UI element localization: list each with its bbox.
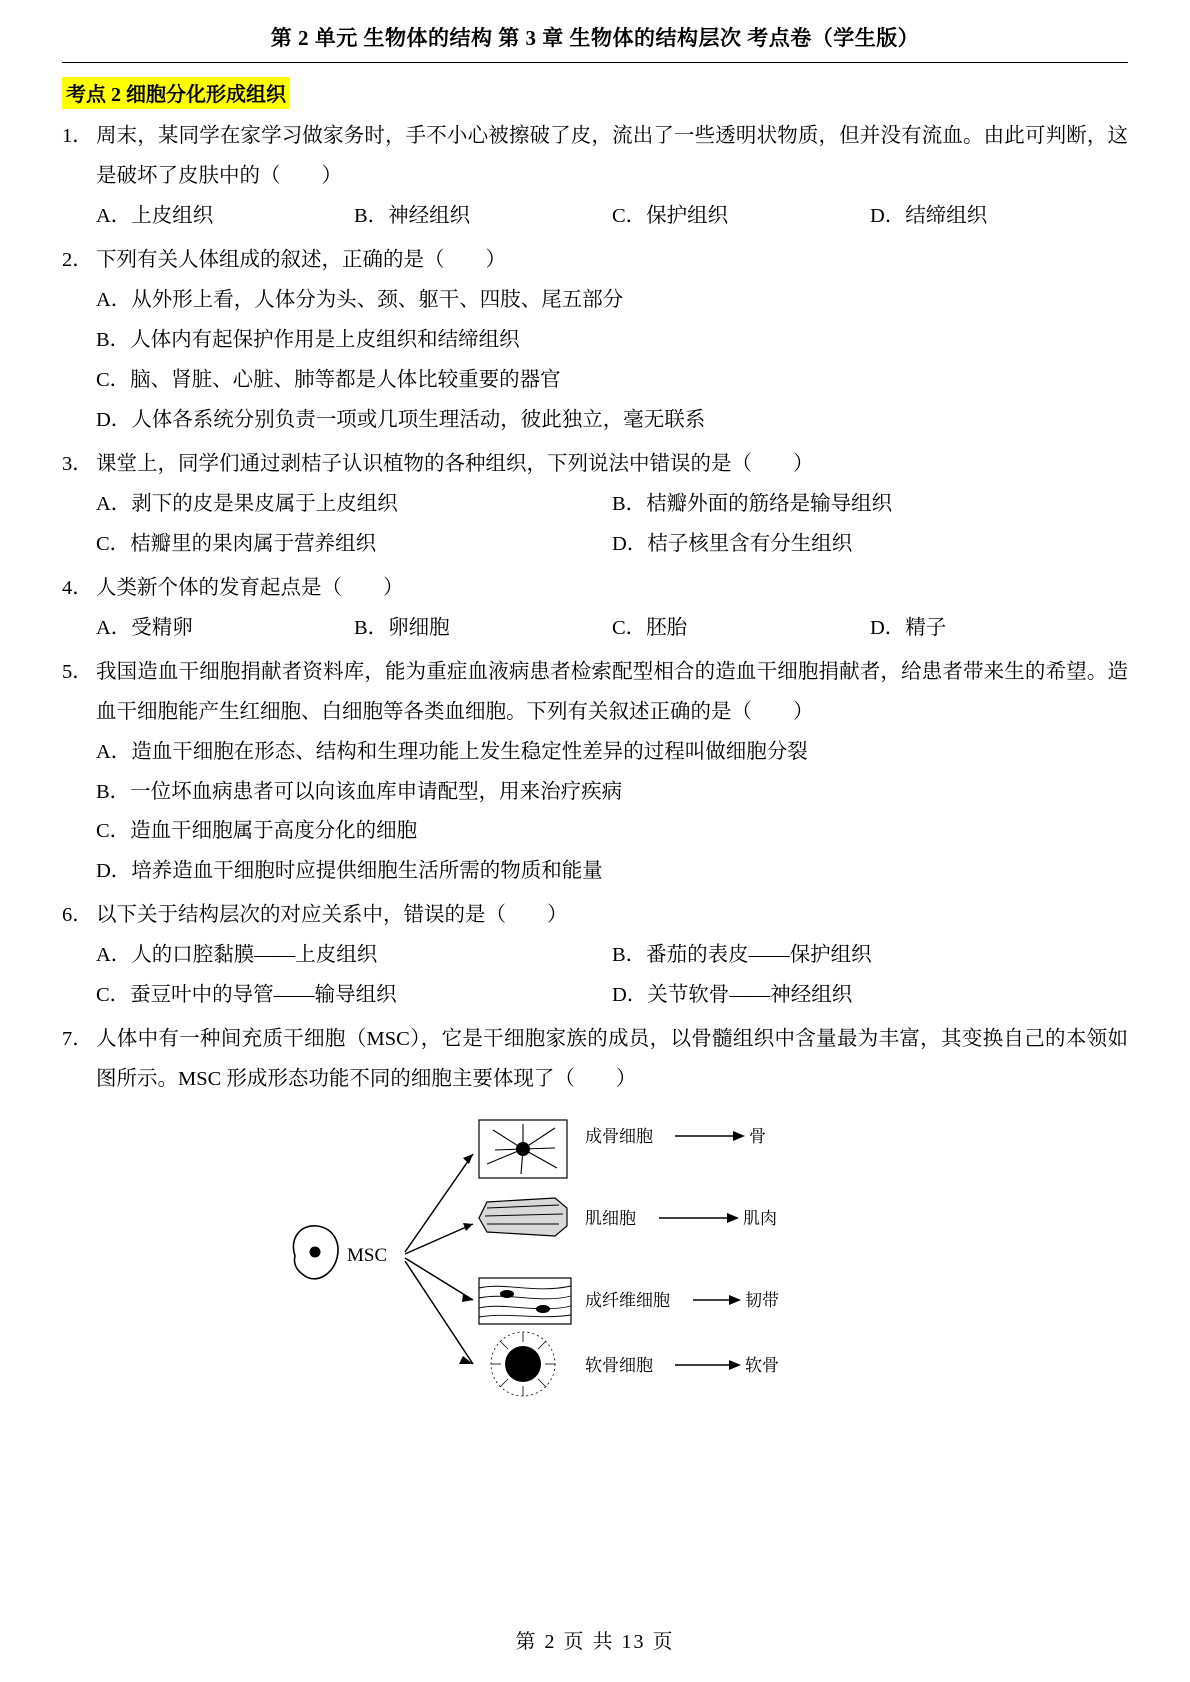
question-stem [62,569,1128,609]
option-d[interactable]: D．人体各系统分别负责一项或几项生理活动，彼此独立，毫无联系 [96,408,706,431]
msc-label: MSC [347,1245,388,1267]
option-row [96,197,1128,237]
branch-cell-label-1: 肌细胞 [585,1209,636,1229]
option-d[interactable]: D．桔子核里含有分生组织 [612,532,853,555]
option-row [96,401,1128,441]
question-text: 以下关于结构层次的对应关系中，错误的是（ ） [96,904,568,927]
question-number: 1． [62,125,93,147]
question-number: 5． [62,660,93,683]
branch-cell-label-3: 软骨细胞 [585,1356,653,1376]
option-row [96,936,1128,976]
option-b[interactable]: B．一位坏血病患者可以向该血库申请配型，用来治疗疾病 [96,780,623,803]
msc-cell-icon [293,1226,338,1279]
question-item [62,241,1128,441]
page-footer: 第 2 页 共 13 页 [515,1631,675,1653]
branch-product-label-0: 骨 [749,1127,766,1147]
option-row [96,281,1128,321]
branch-cell-label-0: 成骨细胞 [585,1127,653,1147]
option-c[interactable]: C．桔瓣里的果肉属于营养组织 [96,532,377,555]
option-row [96,361,1128,401]
question-stem [62,1020,1128,1100]
question-number: 7． [62,1028,93,1051]
option-row [96,976,1128,1016]
option-a[interactable]: A．人的口腔黏膜——上皮组织 [96,944,378,967]
section-title [62,77,1128,117]
option-row [96,852,1128,892]
header-divider [62,62,1128,63]
option-list [96,609,1128,649]
option-a[interactable]: A．上皮组织 [96,204,214,227]
option-row [96,525,1128,565]
question-text: 人类新个体的发育起点是（ ） [96,576,404,599]
branch-arrow-1 [659,1213,739,1223]
option-b[interactable]: B．人体内有起保护作用是上皮组织和结缔组织 [96,328,520,351]
option-b[interactable]: B．神经组织 [354,204,471,227]
section-title-text: 考点 2 细胞分化形成组织 [62,77,290,109]
question-text: 周末，某同学在家学习做家务时，手不小心被擦破了皮，流出了一些透明状物质，但并没有流血。由此可判断，这是破坏了皮肤中的（ ） [96,125,1128,187]
branch-cell-label-2: 成纤维细胞 [585,1291,670,1311]
option-list [96,197,1128,237]
question-item [62,117,1128,237]
option-row [96,733,1128,773]
question-text: 课堂上，同学们通过剥桔子认识植物的各种组织，下列说法中错误的是（ ） [96,452,814,475]
question-item [62,653,1128,893]
option-row [96,485,1128,525]
chondrocyte-icon [491,1332,555,1396]
option-c[interactable]: C．造血干细胞属于高度分化的细胞 [96,820,418,843]
question-stem [62,896,1128,936]
option-row [96,773,1128,813]
option-list [96,485,1128,565]
option-c[interactable]: C．保护组织 [612,204,729,227]
option-d[interactable]: D．培养造血干细胞时应提供细胞生活所需的物质和能量 [96,860,603,883]
question-item [62,1020,1128,1406]
option-a[interactable]: A．造血干细胞在形态、结构和生理功能上发生稳定性差异的过程叫做细胞分裂 [96,740,808,763]
osteoblast-icon [479,1120,567,1178]
branch-arrow-3 [675,1360,741,1370]
question-stem [62,117,1128,197]
option-c[interactable]: C．蚕豆叶中的导管——输导组织 [96,984,397,1007]
option-row [96,812,1128,852]
branch-product-label-1: 肌肉 [743,1209,777,1229]
option-d[interactable]: D．关节软骨——神经组织 [612,984,853,1007]
option-b[interactable]: B．桔瓣外面的筋络是输导组织 [612,492,893,515]
question-text: 我国造血干细胞捐献者资料库，能为重症血液病患者检索配型相合的造血干细胞捐献者，给患者带来生的希望。造血干细胞能产生红细胞、白细胞等各类血细胞。下列有关叙述正确的是（ ） [96,660,1128,723]
option-a[interactable]: A．从外形上看，人体分为头、颈、躯干、四肢、尾五部分 [96,288,624,311]
option-row [96,321,1128,361]
question-item [62,569,1128,649]
muscle-cell-icon [479,1198,567,1236]
branch-arrows [405,1154,473,1364]
msc-differentiation-figure [62,1106,1128,1406]
option-c[interactable]: C．胚胎 [612,616,688,639]
question-number: 6． [62,904,93,927]
question-number: 4． [62,576,93,599]
question-number: 3． [62,452,93,475]
option-row [96,609,1128,649]
option-b[interactable]: B．卵细胞 [354,616,450,639]
branch-arrow-2 [693,1295,741,1305]
option-c[interactable]: C．脑、肾脏、心脏、肺等都是人体比较重要的器官 [96,368,561,391]
option-list [96,936,1128,1016]
question-text: 人体中有一种间充质干细胞（MSC），它是干细胞家族的成员，以骨髓组织中含量最为丰富，其变换自己的本领如图所示。MSC 形成形态功能不同的细胞主要体现了（ ） [96,1028,1128,1091]
branch-product-label-3: 软骨 [745,1356,779,1376]
question-number: 2． [62,248,93,271]
option-d[interactable]: D．精子 [870,616,947,639]
option-a[interactable]: A．受精卵 [96,616,193,639]
question-stem [62,241,1128,281]
document-header: 第 2 单元 生物体的结构 第 3 章 生物体的结构层次 考点卷（学生版） [270,26,920,50]
option-b[interactable]: B．番茄的表皮——保护组织 [612,944,872,967]
option-list [96,733,1128,893]
branch-arrow-0 [675,1131,745,1141]
question-stem [62,445,1128,485]
option-d[interactable]: D．结缔组织 [870,204,988,227]
question-item [62,896,1128,1016]
question-stem [62,653,1128,733]
question-text: 下列有关人体组成的叙述，正确的是（ ） [96,248,506,271]
branch-product-label-2: 韧带 [745,1291,779,1311]
fibroblast-icon [479,1278,571,1324]
option-list [96,281,1128,441]
option-a[interactable]: A．剥下的皮是果皮属于上皮组织 [96,492,398,515]
question-item [62,445,1128,565]
